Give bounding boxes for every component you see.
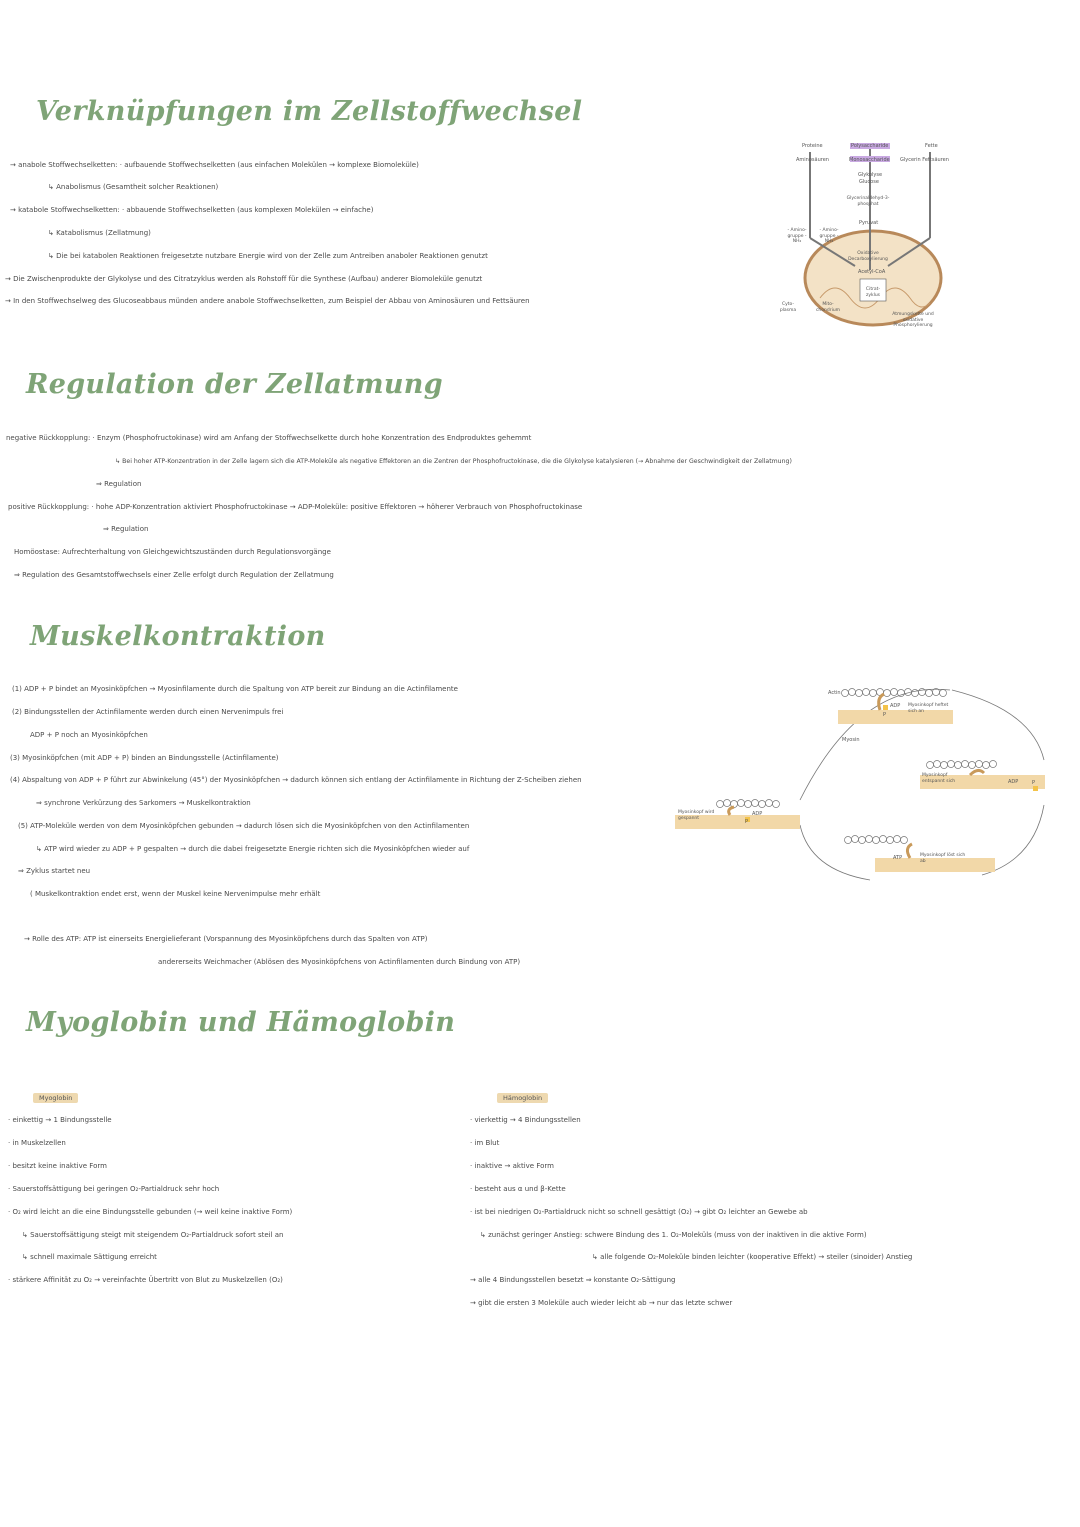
diagram-cytoplasma: Cyto- plasma: [779, 302, 797, 313]
diagram-mito: Mito- chondrium: [815, 302, 841, 313]
adp-label-top: ADP: [890, 703, 901, 709]
adp-label-left: ADP: [752, 811, 763, 817]
diagram-aminogroup-1: - Amino- gruppe -NH₂: [787, 228, 807, 244]
myo-left-1: · einkettig → 1 Bindungsstelle: [8, 1116, 112, 1124]
reg-line-2: ↳ Bei hoher ATP-Konzentration in der Zelle lagern sich die ATP-Moleküle als negative Effektoren an die Zentren der Phosphofructokinase, die die Glykolyse katalysieren (→ Abnahme der Geschwindigkeit der Zellatmung): [115, 458, 792, 465]
myosin-label: Myosin: [842, 737, 860, 743]
p-label-top: P: [883, 712, 887, 718]
atp-label-bottom: ATP: [893, 855, 903, 861]
musk-line-2: (2) Bindungsstellen der Actinfilamente werden durch einen Nervenimpuls frei: [12, 708, 284, 716]
musk-line-6: ⇒ synchrone Verkürzung des Sarkomers → Muskelkontraktion: [36, 799, 251, 807]
diagram-fats: Fette: [925, 143, 938, 149]
diagram-pyruvat: Pyruvat: [859, 220, 879, 226]
diagram-glycolysis: Glykolyse: [858, 172, 883, 178]
diagram-citrate: Citrat- zyklus: [865, 287, 881, 298]
myo-right-9: → gibt die ersten 3 Moleküle auch wieder leicht ab → nur das letzte schwer: [470, 1299, 733, 1307]
verk-line-6: → Die Zwischenprodukte der Glykolyse und des Citratzyklus werden als Rohstoff für die Synthese (Aufbau) anderer Biomoleküle genutzt: [5, 275, 483, 283]
diagram-acetyl: Acetyl-CoA: [858, 269, 886, 275]
myo-right-1: · vierkettig → 4 Bindungsstellen: [470, 1116, 581, 1124]
myo-right-2: · im Blut: [470, 1139, 500, 1147]
label-attach: Myosinkopf heftet sich an: [908, 703, 949, 714]
myo-right-6: ↳ zunächst geringer Anstieg: schwere Bindung des 1. O₂-Moleküls (muss von der inaktiven in die aktive Form): [480, 1231, 867, 1239]
label-myoglobin: Myoglobin: [33, 1093, 78, 1103]
heading-muskelkontraktion: Muskelkontraktion: [30, 621, 326, 652]
musk-line-8: ↳ ATP wird wieder zu ADP + P gespalten → durch die dabei freigesetzte Energie richten sich die Myosinköpfchen wieder auf: [36, 845, 470, 853]
myo-right-7: ↳ alle folgende O₂-Moleküle binden leichter (kooperative Effekt) → steiler (sinoider) Anstieg: [592, 1253, 913, 1261]
diagram-proteins: Proteine: [802, 143, 823, 149]
reg-line-7: ⇒ Regulation des Gesamtstoffwechsels einer Zelle erfolgt durch Regulation der Zellatmung: [14, 571, 334, 579]
crossbridge-diagram: [670, 680, 1060, 895]
p-label-left: P: [745, 819, 749, 825]
myo-left-3: · besitzt keine inaktive Form: [8, 1162, 107, 1170]
reg-line-5: ⇒ Regulation: [103, 525, 149, 533]
diagram-aminoacids: Aminosäuren: [796, 157, 829, 163]
verk-line-4: ↳ Katabolismus (Zellatmung): [48, 229, 151, 237]
musk-line-3: ADP + P noch an Myosinköpfchen: [30, 731, 148, 739]
musk-line-12: andererseits Weichmacher (Ablösen des Myosinköpfchens von Actinfilamenten durch Bindung von ATP): [158, 958, 521, 966]
myo-left-7: ↳ schnell maximale Sättigung erreicht: [22, 1253, 157, 1261]
diagram-glucose: Glucose: [859, 179, 879, 185]
musk-line-4: (3) Myosinköpfchen (mit ADP + P) binden an Bindungsstelle (Actinfilamente): [10, 754, 279, 762]
musk-line-9: ⇒ Zyklus startet neu: [18, 867, 91, 875]
myo-left-8: · stärkere Affinität zu O₂ → vereinfachte Übertritt von Blut zu Muskelzellen (O₂): [8, 1276, 283, 1284]
reg-line-3: ⇒ Regulation: [96, 480, 142, 488]
myo-left-5: · O₂ wird leicht an die eine Bindungsstelle gebunden (→ weil keine inaktive Form): [8, 1208, 293, 1216]
musk-line-1: (1) ADP + P bindet an Myosinköpfchen → Myosinfilamente durch die Spaltung von ATP bereit zur Bindung an die Actinfilamente: [12, 685, 458, 693]
verk-line-1: → anabole Stoffwechselketten: · aufbauende Stoffwechselketten (aus einfachen Molekülen → komplexe Biomoleküle): [10, 161, 419, 169]
myo-left-6: ↳ Sauerstoffsättigung steigt mit steigendem O₂-Partialdruck sofort steil an: [22, 1231, 284, 1239]
diagram-monosaccharides: Monosaccharide: [849, 157, 890, 163]
verk-line-3: → katabole Stoffwechselketten: · abbauende Stoffwechselketten (aus komplexen Molekülen → einfache): [10, 206, 374, 214]
musk-line-10: ( Muskelkontraktion endet erst, wenn der Muskel keine Nervenimpulse mehr erhält: [30, 890, 321, 898]
heading-verknuepfungen: Verknüpfungen im Zellstoffwechsel: [36, 96, 583, 127]
myo-right-5: · ist bei niedrigen O₂-Partialdruck nicht so schnell gesättigt (O₂) → gibt O₂ leichter an Gewebe ab: [470, 1208, 808, 1216]
diagram-aminogroup-2: - Amino- gruppe -NH₂: [819, 228, 839, 244]
p-label-right: P: [1032, 780, 1036, 786]
heading-myoglobin: Myoglobin und Hämoglobin: [26, 1007, 456, 1038]
diagram-oxidative: Oxidative Decarboxylierung: [848, 251, 888, 262]
myo-left-2: · in Muskelzellen: [8, 1139, 66, 1147]
diagram-atmung: Atmungskette und oxidative Phosphorylierung: [892, 312, 934, 328]
label-detach: Myosinkopf löst sich ab: [920, 853, 966, 864]
myo-right-3: · inaktive → aktive Form: [470, 1162, 554, 1170]
reg-line-1: negative Rückkopplung: · Enzym (Phosphofructokinase) wird am Anfang der Stoffwechselkette durch hohe Konzentration des Endproduktes gehemmt: [6, 434, 532, 442]
reg-line-6: Homöostase: Aufrechterhaltung von Gleichgewichtszuständen durch Regulationsvorgänge: [14, 548, 331, 556]
myo-right-4: · besteht aus α und β-Kette: [470, 1185, 566, 1193]
diagram-glycerin: Glycerin Fettsäuren: [900, 157, 949, 163]
myo-right-8: → alle 4 Bindungsstellen besetzt ⇒ konstante O₂-Sättigung: [470, 1276, 676, 1284]
verk-line-7: → In den Stoffwechselweg des Glucoseabbaus münden andere anabole Stoffwechselketten, zum Beispiel der Abbau von Aminosäuren und Fettsäuren: [5, 297, 530, 305]
adp-label-right: ADP: [1008, 779, 1019, 785]
label-relax: Myosinkopf entspannt sich: [922, 773, 956, 784]
musk-line-5: (4) Abspaltung von ADP + P führt zur Abwinkelung (45°) der Myosinköpfchen → dadurch können sich entlang der Actinfilamente in Richtung der Z-Scheiben ziehen: [10, 776, 582, 784]
diagram-glycerinaldehyd: Glycerinaldehyd-3-phosphat: [846, 196, 890, 207]
myo-left-4: · Sauerstoffsättigung bei geringen O₂-Partialdruck sehr hoch: [8, 1185, 220, 1193]
actin-label: Actin: [828, 690, 841, 696]
verk-line-5: ↳ Die bei katabolen Reaktionen freigesetzte nutzbare Energie wird von der Zelle zum Antreiben anaboler Reaktionen genutzt: [48, 252, 488, 260]
label-tension: Myosinkopf wird gespannt: [678, 810, 715, 821]
musk-line-7: (5) ATP-Moleküle werden von dem Myosinköpfchen gebunden → dadurch lösen sich die Myosinköpfchen von den Actinfilamenten: [18, 822, 470, 830]
musk-line-11: → Rolle des ATP: ATP ist einerseits Energielieferant (Vorspannung des Myosinköpfchens durch das Spalten von ATP): [24, 935, 428, 943]
verk-line-2: ↳ Anabolismus (Gesamtheit solcher Reaktionen): [48, 183, 219, 191]
diagram-polysaccharides: Polysaccharide: [851, 143, 889, 149]
heading-regulation: Regulation der Zellatmung: [26, 369, 443, 400]
reg-line-4: positive Rückkopplung: · hohe ADP-Konzentration aktiviert Phosphofructokinase → ADP-Moleküle: positive Effektoren → höherer Verbrauch von Phosphofructokinase: [8, 503, 583, 511]
label-haemoglobin: Hämoglobin: [497, 1093, 548, 1103]
